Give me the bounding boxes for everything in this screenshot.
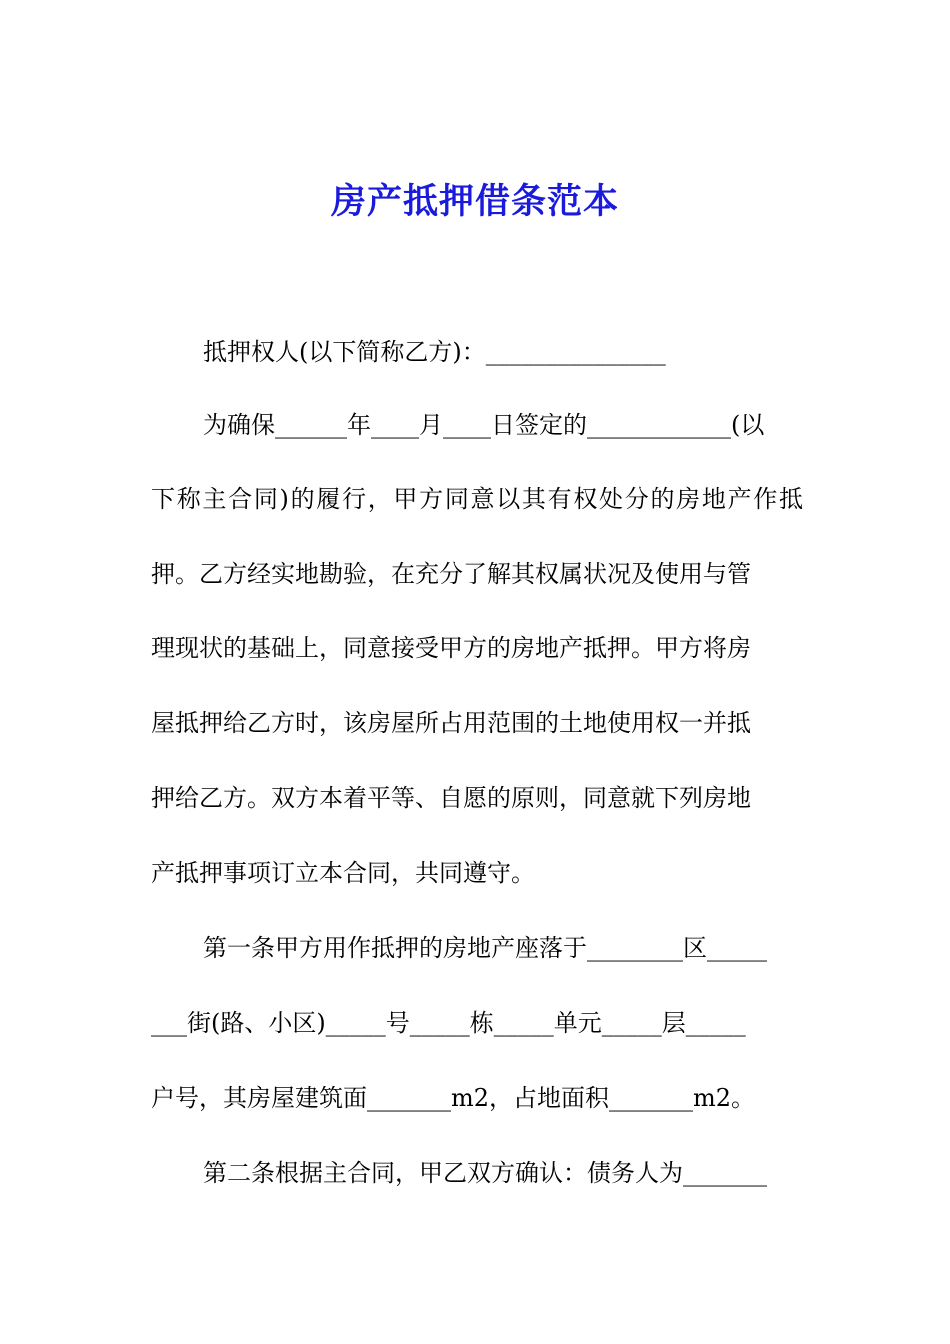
paragraph-line: 下称主合同)的履行，甲方同意以其有权处分的房地产作抵 xyxy=(151,485,803,513)
article-one-line: 户号，其房屋建筑面_______m2，占地面积_______m2。 xyxy=(151,1084,756,1112)
paragraph-line: 押。乙方经实地勘验，在充分了解其权属状况及使用与管 xyxy=(151,560,751,588)
document-title: 房产抵押借条范本 xyxy=(330,181,619,222)
article-one-line: 第一条甲方用作抵押的房地产座落于________区_____ xyxy=(203,934,767,962)
paragraph-line: 屋抵押给乙方时，该房屋所占用范围的土地使用权一并抵 xyxy=(151,709,751,737)
paragraph-line: 押给乙方。双方本着平等、自愿的原则，同意就下列房地 xyxy=(151,784,751,812)
article-two-line: 第二条根据主合同，甲乙双方确认：债务人为_______ xyxy=(203,1159,767,1187)
article-one-line: ___街(路、小区)_____号_____栋_____单元_____层_____ xyxy=(151,1009,746,1037)
paragraph-line: 理现状的基础上，同意接受甲方的房地产抵押。甲方将房 xyxy=(151,634,751,662)
mortgagee-line: 抵押权人(以下简称乙方)：_______________ xyxy=(203,338,666,366)
paragraph-line: 为确保______年____月____日签定的____________(以 xyxy=(203,411,765,439)
paragraph-line: 产抵押事项订立本合同，共同遵守。 xyxy=(151,859,535,887)
